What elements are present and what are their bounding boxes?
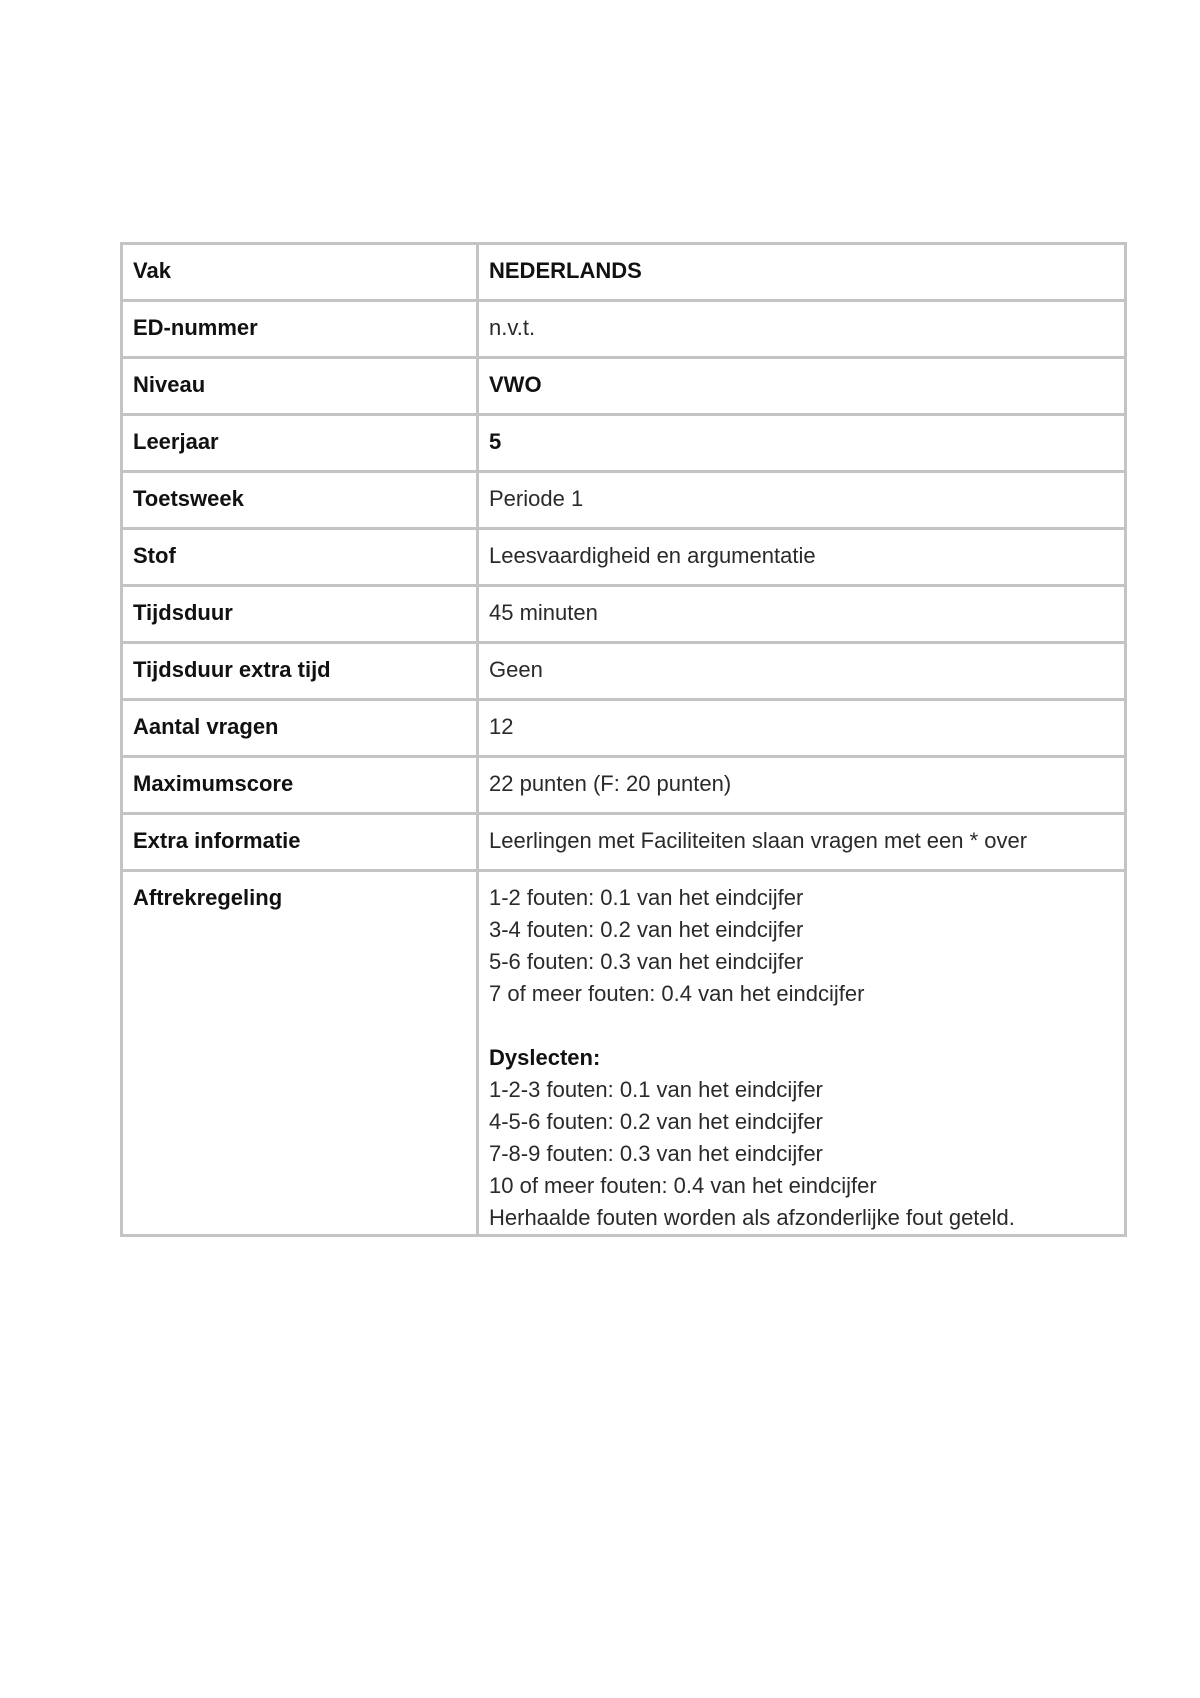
row-leerjaar <box>122 415 1126 472</box>
value-niveau: VWO <box>478 358 1126 415</box>
label-niveau: Niveau <box>122 358 478 415</box>
aftrek-regular-line: 7 of meer fouten: 0.4 van het eindcijfer <box>489 981 865 1006</box>
value-extra-informatie: Leerlingen met Faciliteiten slaan vragen met een * over <box>478 814 1126 871</box>
label-extra-informatie: Extra informatie <box>122 814 478 871</box>
value-toetsweek: Periode 1 <box>478 472 1126 529</box>
value-vak: NEDERLANDS <box>478 244 1126 301</box>
row-tijdsduur-extra-tijd <box>122 643 1126 700</box>
row-stof <box>122 529 1126 586</box>
row-aftrekregeling <box>122 871 1126 1236</box>
aftrek-dyslectic-line: 4-5-6 fouten: 0.2 van het eindcijfer <box>489 1109 823 1134</box>
row-vak <box>122 244 1126 301</box>
value-leerjaar: 5 <box>478 415 1126 472</box>
exam-info-table <box>120 242 1127 1237</box>
row-extra-informatie <box>122 814 1126 871</box>
label-aftrekregeling: Aftrekregeling <box>122 871 478 1236</box>
row-aantal-vragen <box>122 700 1126 757</box>
row-ed-nummer <box>122 301 1126 358</box>
row-maximumscore <box>122 757 1126 814</box>
label-toetsweek: Toetsweek <box>122 472 478 529</box>
aftrek-dyslectic-heading: Dyslecten: <box>489 1045 601 1070</box>
value-tijdsduur-extra-tijd: Geen <box>478 643 1126 700</box>
aftrek-regular-line: 3-4 fouten: 0.2 van het eindcijfer <box>489 917 804 942</box>
aftrek-regular-line: 1-2 fouten: 0.1 van het eindcijfer <box>489 885 804 910</box>
row-niveau <box>122 358 1126 415</box>
label-tijdsduur-extra-tijd: Tijdsduur extra tijd <box>122 643 478 700</box>
row-toetsweek <box>122 472 1126 529</box>
value-aantal-vragen: 12 <box>478 700 1126 757</box>
row-tijdsduur <box>122 586 1126 643</box>
label-ed-nummer: ED-nummer <box>122 301 478 358</box>
label-leerjaar: Leerjaar <box>122 415 478 472</box>
value-stof: Leesvaardigheid en argumentatie <box>478 529 1126 586</box>
label-tijdsduur: Tijdsduur <box>122 586 478 643</box>
label-maximumscore: Maximumscore <box>122 757 478 814</box>
aftrek-note: Herhaalde fouten worden als afzonderlijke fout geteld. <box>489 1205 1015 1230</box>
value-maximumscore: 22 punten (F: 20 punten) <box>478 757 1126 814</box>
aftrek-regular-line: 5-6 fouten: 0.3 van het eindcijfer <box>489 949 804 974</box>
aftrek-dyslectic-line: 1-2-3 fouten: 0.1 van het eindcijfer <box>489 1077 823 1102</box>
aftrek-dyslectic-line: 7-8-9 fouten: 0.3 van het eindcijfer <box>489 1141 823 1166</box>
aftrek-spacer <box>489 1010 1114 1042</box>
value-aftrekregeling <box>478 871 1126 1236</box>
label-vak: Vak <box>122 244 478 301</box>
value-ed-nummer: n.v.t. <box>478 301 1126 358</box>
aftrek-dyslectic-line: 10 of meer fouten: 0.4 van het eindcijfer <box>489 1173 877 1198</box>
label-stof: Stof <box>122 529 478 586</box>
value-tijdsduur: 45 minuten <box>478 586 1126 643</box>
label-aantal-vragen: Aantal vragen <box>122 700 478 757</box>
